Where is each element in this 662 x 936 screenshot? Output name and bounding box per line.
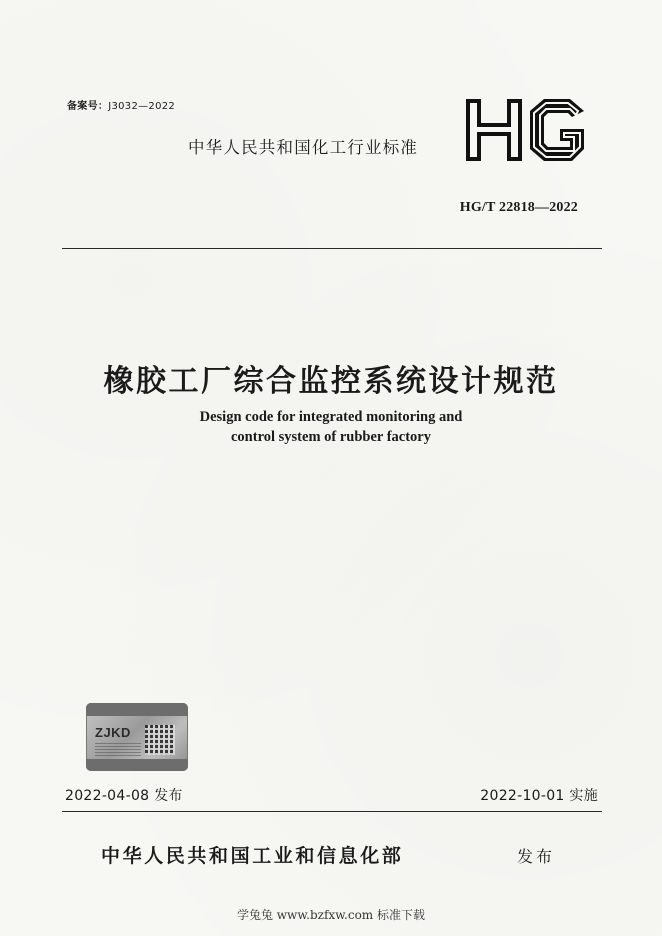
stamp-fine-print	[95, 742, 141, 756]
publish-label: 发布	[517, 847, 556, 866]
filing-label: 备案号：	[67, 101, 109, 112]
stamp-code: ZJKD	[95, 725, 131, 740]
filing-value: J3032—2022	[108, 101, 176, 112]
industry-standard-name: 中华人民共和国化工行业标准	[188, 138, 419, 157]
stamp-top-band	[86, 703, 188, 716]
hg-logo-icon	[464, 97, 588, 165]
logo-letter-h	[466, 99, 522, 161]
logo-letter-g	[530, 99, 584, 161]
top-divider	[62, 248, 602, 249]
title-english-line-1: Design code for integrated monitoring and	[199, 409, 463, 425]
filing-number	[67, 97, 175, 112]
standard-number: HG/T 22818—2022	[459, 200, 578, 215]
title-english-line-2: control system of rubber factory	[230, 429, 431, 445]
footer-watermark: 学兔兔 www.bzfxw.com 标准下载	[236, 908, 426, 922]
issue-date: 2022-04-08 发布	[65, 788, 183, 804]
title-chinese: 橡胶工厂综合监控系统设计规范	[103, 364, 559, 399]
qr-code-icon	[145, 725, 175, 755]
anti-counterfeit-stamp-icon	[86, 703, 188, 771]
issuing-ministry: 中华人民共和国工业和信息化部	[101, 845, 404, 867]
title-english	[0, 407, 662, 447]
bottom-divider	[62, 811, 602, 812]
stamp-bottom-band	[86, 759, 188, 771]
implementation-date: 2022-10-01 实施	[480, 788, 598, 804]
